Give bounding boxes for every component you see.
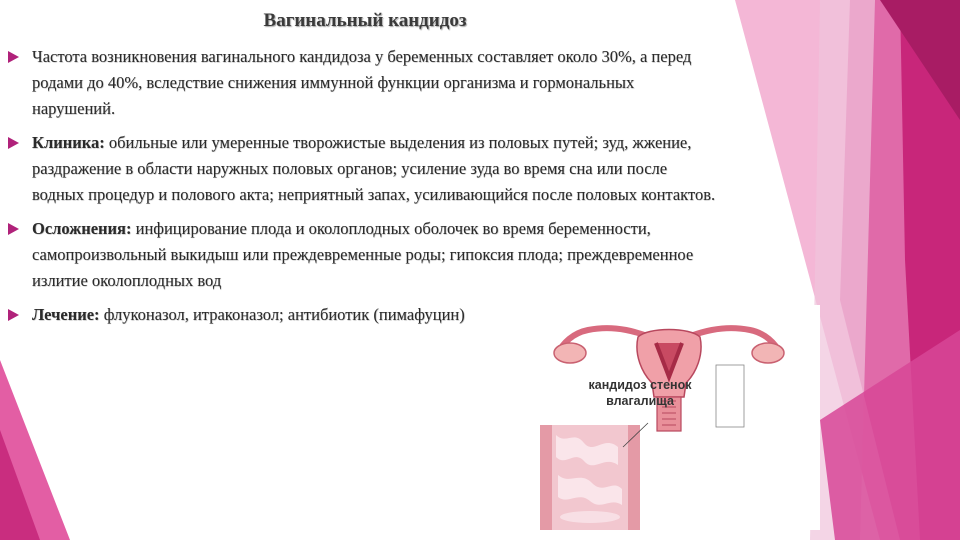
bullet-item [8,130,720,208]
triangle-bullet-icon [8,309,19,321]
bullet-lead: Осложнения: [32,219,132,238]
triangle-bullet-icon [8,223,19,235]
anatomy-figure [518,305,820,530]
slide-title: Вагинальный кандидоз [263,10,467,31]
figure-caption [560,377,720,409]
bullet-item [8,44,720,122]
bullet-text: Частота возникновения вагинального кандидоза у беременных составляет около 30%, а перед родами до 40%, вследствие снижения иммунной функции организма и гормональных нарушений. [32,47,692,118]
bullet-text: обильные или умеренные творожистые выделения из половых путей; зуд, жжение, раздражение в области наружных половых органов; усиление зуда во время сна или после водных процедур и полового акта; неприятный запах, усиливающийся после половых контактов. [32,133,716,204]
bullet-text: флуконазол, итраконазол; антибиотик (пимафуцин) [99,305,465,324]
bullet-text: инфицирование плода и околоплодных оболочек во время беременности, самопроизвольный выкидыш или преждевременные роды; гипоксия плода; преждевременное излитие околоплодных вод [32,219,694,290]
bullet-lead: Клиника: [32,133,105,152]
figure-caption-line: кандидоз стенок [588,378,692,392]
triangle-bullet-icon [8,137,19,149]
bullet-lead: Лечение: [32,305,100,324]
figure-caption-line: влагалища [606,394,674,408]
bullet-list [8,44,720,336]
triangle-bullet-icon [8,51,19,63]
uterus-illustration [518,305,820,530]
bullet-item [8,216,720,294]
